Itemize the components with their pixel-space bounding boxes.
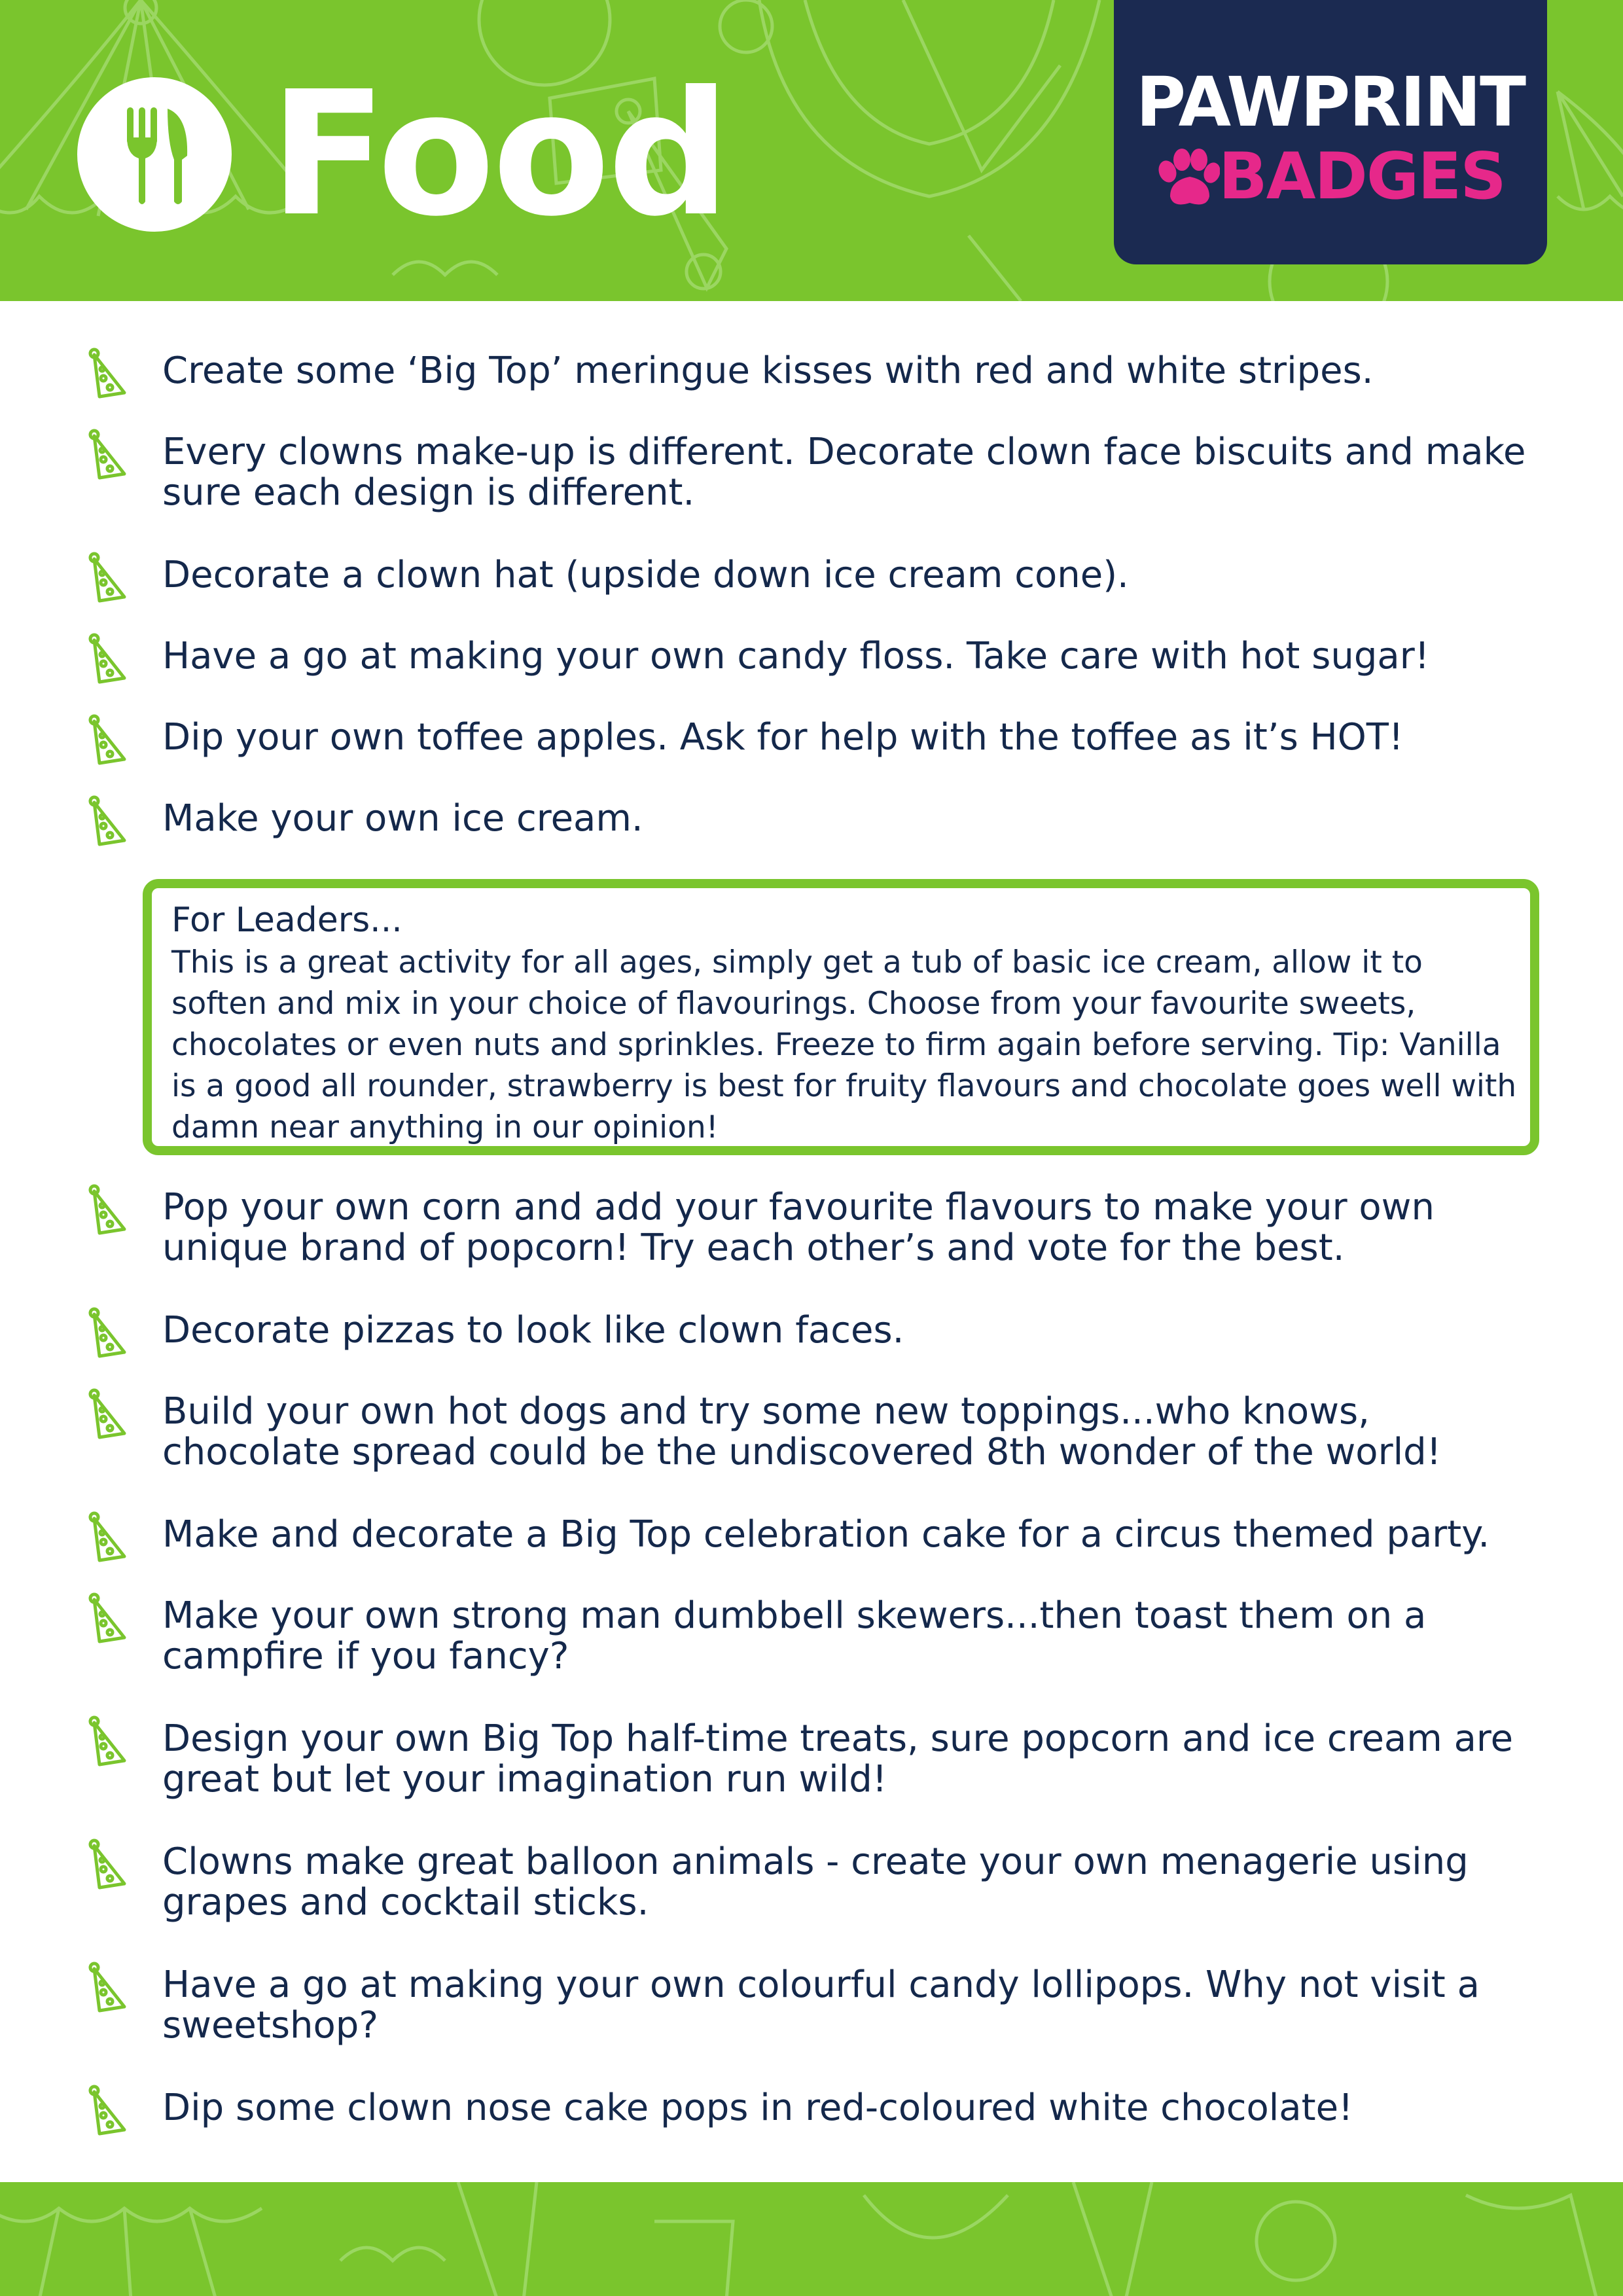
logo-wordmark-top: PAWPRINT [1135, 62, 1525, 142]
party-hat-icon [88, 1715, 130, 1767]
paw-icon [1154, 148, 1220, 211]
for-leaders-body: This is a great activity for all ages, simply get a tub of basic ice cream, allow it to soften and mix in your choice of flavourings. Choose from your favourite sweets, chocolates or even nuts and sprinkles. Freeze to firm again before serving. Tip: Vanilla is a good all rounder, strawberry is best for fruity flavours and chocolate goes well with damn near anything in our opinion! [171, 944, 1517, 1145]
party-hat-icon [88, 1838, 130, 1890]
party-hat-icon [88, 795, 130, 847]
party-hat-icon [88, 1183, 130, 1236]
list-item: Have a go at making your own candy floss. Take care with hot sugar! [162, 635, 1430, 677]
party-hat-icon [88, 1388, 130, 1440]
party-hat-icon [88, 1511, 130, 1563]
party-hat-icon [88, 551, 130, 603]
for-leaders-heading: For Leaders... [171, 901, 402, 940]
party-hat-icon [88, 2084, 130, 2136]
list-item: Every clowns make-up is different. Decorate clown face biscuits and make sure each design is different. [162, 431, 1526, 514]
list-item: Dip your own toffee apples. Ask for help with the toffee as it’s HOT! [162, 716, 1404, 759]
party-hat-icon [88, 428, 130, 480]
logo-wordmark-bottom: BADGES [1219, 139, 1505, 214]
party-hat-icon [88, 1961, 130, 2013]
party-hat-icon [88, 1592, 130, 1644]
list-item: Decorate a clown hat (upside down ice cream cone). [162, 554, 1129, 596]
party-hat-icon [88, 632, 130, 685]
party-hat-icon [88, 347, 130, 399]
list-item: Design your own Big Top half-time treats, sure popcorn and ice cream are great but let your imagination run wild! [162, 1717, 1514, 1801]
list-item: Have a go at making your own colourful candy lollipops. Why not visit a sweetshop? [162, 1964, 1480, 2047]
list-item: Build your own hot dogs and try some new toppings...who knows, chocolate spread could be the undiscovered 8th wonder of the world! [162, 1390, 1442, 1473]
circus-pattern-footer [0, 2182, 1623, 2296]
list-item: Clowns make great balloon animals - create your own menagerie using grapes and cocktail sticks. [162, 1840, 1469, 1924]
list-item: Create some ‘Big Top’ meringue kisses with red and white stripes. [162, 350, 1374, 392]
fork-and-knife-icon [77, 77, 232, 232]
list-item: Pop your own corn and add your favourite flavours to make your own unique brand of popcorn! Try each other’s and vote for the best. [162, 1186, 1435, 1269]
list-item: Make your own strong man dumbbell skewers...then toast them on a campfire if you fancy? [162, 1594, 1427, 1677]
list-item: Make your own ice cream. [162, 797, 643, 840]
party-hat-icon [88, 713, 130, 766]
party-hat-icon [88, 1306, 130, 1359]
list-item: Make and decorate a Big Top celebration cake for a circus themed party. [162, 1513, 1490, 1556]
page-title: Food [270, 54, 728, 254]
pawprint-badges-logo [1114, 0, 1547, 264]
for-leaders-box [143, 879, 1539, 1155]
list-item: Dip some clown nose cake pops in red-coloured white chocolate! [162, 2087, 1353, 2129]
footer-banner [0, 2182, 1623, 2296]
list-item: Decorate pizzas to look like clown faces. [162, 1309, 904, 1352]
